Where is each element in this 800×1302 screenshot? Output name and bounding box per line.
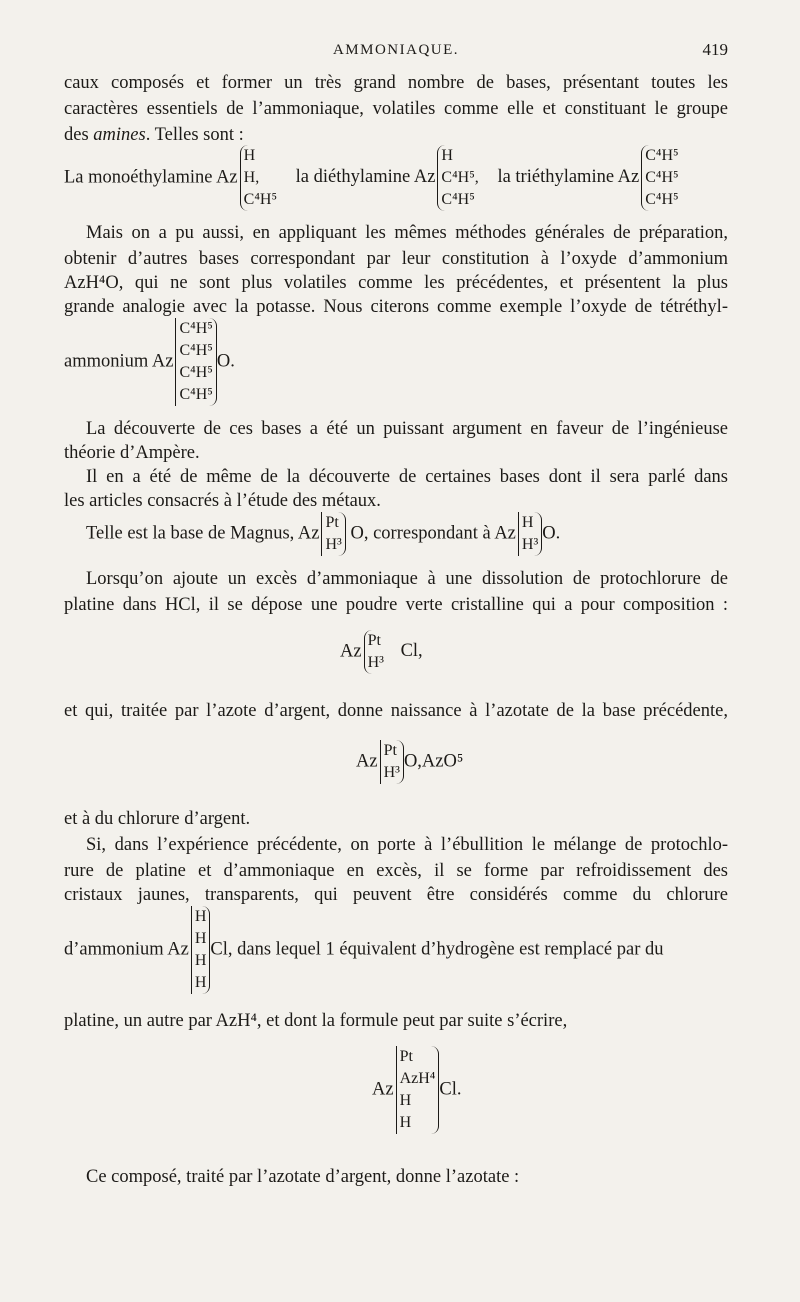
- magnus-tail: O.: [542, 523, 561, 544]
- tetrethyl-row-3: C⁴H⁵: [179, 364, 213, 381]
- amines-term: amines: [93, 125, 146, 145]
- diethylamine-row-2: C⁴H⁵,: [441, 169, 479, 186]
- platinum-tail: Cl.: [439, 1079, 462, 1100]
- running-title: AMMONIAQUE.: [332, 42, 460, 58]
- diethylamine-row-1: H: [441, 147, 453, 164]
- text-line-19: rure de platine et d’ammoniaque en excès, il se forme par refroidissement des: [64, 861, 728, 881]
- magnus-row-2: H³: [325, 536, 342, 553]
- diethylamine-label: la diéthylamine Az: [295, 167, 436, 188]
- triethylamine-brace: [641, 145, 678, 211]
- ammonium-label: d’ammonium Az: [64, 939, 189, 960]
- ammonium-chloride-line: [64, 906, 728, 994]
- green-powder-label: Az: [340, 641, 362, 662]
- page-number: 419: [702, 40, 728, 59]
- green-powder-row-2: H³: [367, 654, 384, 671]
- tetrethyl-row-2: C⁴H⁵: [179, 342, 213, 359]
- ammonium-row-2: H: [194, 930, 207, 947]
- monoethylamine-row-1: H: [243, 147, 256, 164]
- text-line-20: cristaux jaunes, transparents, qui peuvent être considérés comme du chlorure: [64, 885, 728, 905]
- text-line-5: Mais on a pu aussi, en appliquant les mêmes méthodes générales de préparation,: [86, 223, 728, 243]
- diethylamine-row-3: C⁴H⁵: [441, 191, 475, 208]
- diethylamine-brace: [437, 145, 478, 211]
- text-line-12: les articles consacrés à l’étude des métaux.: [64, 491, 381, 511]
- green-powder-tail: Cl,: [400, 641, 423, 662]
- ammonium-row-1: H: [194, 908, 207, 925]
- magnus-label: Telle est la base de Magnus, Az: [86, 523, 320, 544]
- text-line-21: platine, un autre par AzH⁴, et dont la formule peut par suite s’écrire,: [64, 1011, 568, 1031]
- triethylamine-row-3: C⁴H⁵: [645, 191, 679, 208]
- triethylamine-label: la triéthylamine Az: [497, 167, 640, 188]
- green-powder-row-1: Pt: [367, 632, 381, 649]
- text-line-18: Si, dans l’expérience précédente, on porte à l’ébullition le mélange de protochlo-: [86, 835, 728, 855]
- platinum-label: Az: [372, 1079, 394, 1100]
- monoethylamine-row-2: H,: [243, 169, 260, 186]
- monoethylamine-label: La monoéthylamine Az: [64, 167, 238, 188]
- text-line-14: Lorsqu’on ajoute un excès d’ammoniaque à une dissolution de protochlorure de: [86, 569, 728, 589]
- triethylamine-row-2: C⁴H⁵: [645, 169, 679, 186]
- tetrethylammonium-formula: [64, 318, 235, 406]
- magnus-base-line: [86, 512, 560, 556]
- monoethylamine-brace: [240, 145, 277, 211]
- magnus-row-1: Pt: [325, 514, 339, 531]
- platinum-row-1: Pt: [399, 1048, 413, 1065]
- green-powder-brace: [364, 630, 384, 674]
- text-line-22: Ce composé, traité par l’azotate d’argent, donne l’azotate :: [86, 1167, 520, 1187]
- green-powder-formula: [340, 630, 423, 674]
- magnus-brace: [321, 512, 345, 556]
- corresponding-row-2: H³: [521, 536, 539, 553]
- text-line-8: grande analogie avec la potasse. Nous citerons comme exemple l’oxyde de tétréthyl-: [64, 297, 728, 317]
- platinum-row-2: AzH⁴: [399, 1070, 436, 1087]
- text-line-11: Il en a été de même de la découverte de certaines bases dont il sera parlé dans: [86, 467, 728, 487]
- amines-formulas: [64, 145, 679, 211]
- nitrate-row-2: H³: [383, 764, 400, 781]
- text-line-15: platine dans HCl, il se dépose une poudre verte cristalline qui a pour composition :: [64, 595, 728, 615]
- text-line-2: caractères essentiels de l’ammoniaque, volatiles comme elle et constituant le groupe: [64, 99, 728, 119]
- tetrethylammonium-label: ammonium Az: [64, 351, 174, 372]
- text-line-1: caux composés et former un très grand nombre de bases, présentant toutes les: [64, 73, 728, 93]
- platinum-row-4: H: [399, 1114, 412, 1131]
- platinum-row-3: H: [399, 1092, 412, 1109]
- tetrethyl-row-4: C⁴H⁵: [179, 386, 213, 403]
- platinum-brace: [396, 1046, 440, 1134]
- text-line-17: et à du chlorure d’argent.: [64, 809, 251, 829]
- triethylamine-row-1: C⁴H⁵: [645, 147, 679, 164]
- nitrate-label: Az: [356, 751, 378, 772]
- text-line-10: théorie d’Ampère.: [64, 443, 200, 463]
- ammonium-row-3: H: [194, 952, 207, 969]
- tetrethylammonium-brace: [175, 318, 216, 406]
- page-header: [64, 38, 728, 68]
- text-line-6: obtenir d’autres bases correspondant par leur constitution à l’oxyde d’ammonium: [64, 249, 728, 269]
- nitrate-brace: [380, 740, 404, 784]
- text-line-9: La découverte de ces bases a été un puissant argument en faveur de l’ingénieuse: [86, 419, 728, 439]
- monoethylamine-row-3: C⁴H⁵: [243, 191, 278, 208]
- text-line-16: et qui, traitée par l’azote d’argent, donne naissance à l’azotate de la base précédente,: [64, 701, 728, 721]
- ammonium-tail: Cl, dans lequel 1 équivalent d’hydrogène est remplacé par du: [210, 939, 664, 960]
- ammonium-row-4: H: [194, 974, 207, 991]
- platinum-compound-formula: [372, 1046, 461, 1134]
- nitrate-formula: [356, 740, 463, 784]
- nitrate-tail: O,AzO⁵: [403, 751, 464, 772]
- tetrethylammonium-tail: O.: [216, 351, 235, 372]
- corresponding-row-1: H: [521, 514, 534, 531]
- corresponding-brace: [518, 512, 542, 556]
- magnus-middle: O, correspondant à Az: [350, 523, 516, 544]
- text-line-3-a: des: [64, 125, 94, 145]
- text-line-3-b: . Telles sont :: [145, 125, 244, 145]
- tetrethyl-row-1: C⁴H⁵: [179, 320, 213, 337]
- ammonium-brace: [191, 906, 211, 994]
- nitrate-row-1: Pt: [383, 742, 397, 759]
- text-line-7: AzH⁴O, qui ne sont plus volatiles comme les précédentes, et présentent la plus: [64, 273, 728, 293]
